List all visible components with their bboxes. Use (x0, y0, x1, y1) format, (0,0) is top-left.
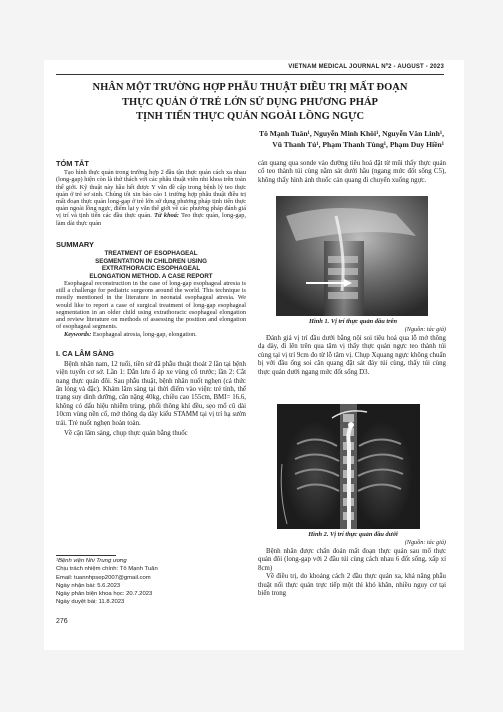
right-bottom-paragraph-2: Về điều trị, do khoảng cách 2 đầu thực quản xa, khả năng phẫu thuật nối thực quản trực tiếp một thì khó khăn, nhiều nguy cơ tại biến trong (258, 573, 446, 598)
author-list (56, 128, 444, 150)
summary-body: Esophageal reconstruction in the case of long-gap esophageal atresia is still a challenge for pediatric surgeons around the world. This technique is mostly mentioned in the literature in neonatal esophageal atresia. We would like to report a case of surgical treatment of long-gap esophageal segmentation in an older child using extrathoracic esophageal elongation and review literature on methods of assessing the position and elongation of esophageal segments. (56, 280, 246, 331)
figure-2-image (277, 404, 420, 529)
title-line-1: NHÂN MỘT TRƯỜNG HỢP PHẪU THUẬT ĐIỀU TRỊ MẤT ĐOẠN (92, 82, 408, 93)
right-column-top (258, 160, 446, 185)
figure-1-xray (276, 196, 428, 316)
footnote-accepted: Ngày duyệt bài: 11.8.2023 (56, 599, 125, 606)
section-1-heading: I. CA LÂM SÀNG (56, 348, 115, 358)
figure-1-image (276, 196, 428, 316)
authors-line-1: Tô Mạnh Tuân¹, Nguyễn Minh Khôi¹, Nguyễn Văn Linh¹, (259, 129, 444, 138)
footnote-received: Ngày nhận bài: 5.6.2023 (56, 582, 121, 589)
right-bottom-paragraph-1: Bệnh nhân được chẩn đoán mất đoạn thực quản sau mổ thực quản đôi (long-gap với 2 đầu túi cùng cách nhau 6 đốt sống, xấp xỉ 8cm) (258, 548, 446, 572)
tomtat-keywords: Teo thực quản, long-gap, làm dài thực quản (56, 212, 246, 227)
footnote-affiliation: ¹Bệnh viện Nhi Trung ương (56, 558, 127, 564)
section-1-paragraph-1: Bệnh nhân nam, 12 tuổi, tiền sử đã phẫu thuật thoát 2 lần tại bệnh viện tuyến cơ sở. Lần 1: Dẫn lưu ổ áp xe vùng cổ trước; lần 2: Cắt nang thực quản đôi. Sau phẫu thuật, bệnh nhân nuốt nghẹn (cả thức ăn lỏng và đặc). Khám lâm sàng tại thời điểm vào viện: trẻ tỉnh, thể trạng suy dinh dưỡng, cân nặng 40kg, chiều cao 155cm, BMI= 16.6, không có dấu hiệu nhiễm trùng, phổi thông khí đều, sẹo mổ cũ dài 10cm vùng nền cổ, mở thông dạ dày kiểu STAMM tại vị trí hạ sườn trái. Trẻ nuốt nghẹn hoàn toàn. (56, 360, 246, 427)
summary-keywords: Keywords: Esophageal atresia, long-gap, elongation. (64, 331, 197, 339)
right-mid-paragraph: Đánh giá vị trí đầu dưới bằng nội soi tiêu hoá qua lỗ mở thông dạ dày, đi lên trên qua tâm vị thấy thực quản ngực teo thành túi cùng tại vị trí 9cm đo từ lỗ tâm vị. Chụp Xquang ngực không chuẩn bị với đầu ống soi căn quang đặt sát đáy túi cùng, thấy túi cùng thực quản dưới ngang mức đốt sống D3. (258, 335, 446, 376)
summary-heading: SUMMARY (56, 239, 94, 249)
journal-header: VIETNAM MEDICAL JOURNAL Nº2 - AUGUST - 2023 (288, 64, 444, 70)
footnote-email: Email: tuannhpsep2007@gmail.com (56, 574, 151, 581)
right-top-paragraph: cản quang qua sonde vào đường tiêu hoá đặt từ mũi thấy thực quản cổ teo thành túi cùng nằm sát dưới hầu (ngang mức đốt sống C5), không thấy hình ảnh thuốc cản quang đi chuyển xuống ngực. (258, 160, 446, 184)
footnote-rule (56, 555, 116, 556)
tomtat-heading: TÓM TẮT (56, 159, 89, 168)
tomtat-keyword-label: Từ khoá: (154, 212, 179, 220)
left-column (56, 160, 246, 439)
figure-2-caption: Hình 2. Vị trí thực quản đầu dưới (308, 531, 398, 538)
title-line-2: THỰC QUẢN Ở TRẺ LỚN SỬ DỤNG PHƯƠNG PHÁP (122, 96, 378, 108)
right-column-mid (258, 335, 446, 377)
footnote-reviewed: Ngày phản biện khoa học: 20.7.2023 (56, 591, 153, 598)
figure-2-source: (Nguồn: tác giả) (404, 539, 446, 546)
tomtat-body: Tạo hình thực quản trong trường hợp 2 đầu tận thực quản cách xa nhau (long-gap) hiện còn là thử thách với các phẫu thuật viên nhi khoa trên toàn thế giới. Kỹ thuật này hầu hết được Y văn đề cập trong bệnh lý teo thực quản ở trẻ sơ sinh. Chúng tôi xin báo cáo 1 trường hợp phẫu thuật điều trị mất đoạn thực quản long-gap ở trẻ lớn sử dụng phương pháp tịnh tiến thực quản ngoài lồng ngực, điểm lại y văn thế giới về các phương pháp đánh giá vị trí và tịnh tiến các đầu thực quản. Từ khoá: Teo thực quản, long-gap, làm dài thực quản (56, 169, 246, 227)
section-1-paragraph-2: Về cận lâm sàng, chụp thực quản bằng thuốc (64, 430, 188, 438)
figure-2-xray (277, 404, 420, 529)
authors-line-2: Vũ Thanh Tú¹, Phạm Thanh Tùng¹, Phạm Duy Hiền¹ (272, 140, 444, 149)
title-line-3: TỊNH TIẾN THỰC QUẢN NGOÀI LỒNG NGỰC (135, 111, 365, 122)
summary-title: TREATMENT OF ESOPHAGEAL SEGMENTATION IN CHILDREN USING EXTRATHORACIC ESOPHAGEAL ELONGATION METHOD. A CASE REPORT (89, 250, 213, 280)
right-column-bottom (258, 548, 446, 598)
footnote-responsible: Chịu trách nhiệm chính: Tô Mạnh Tuân (56, 566, 158, 573)
figure-1-source: (Nguồn: tác giả) (404, 326, 446, 333)
article-title (56, 81, 444, 125)
figure-1-caption: Hình 1. Vị trí thực quản đầu trên (309, 318, 397, 325)
header-rule (56, 74, 444, 75)
footnote (56, 557, 246, 607)
page-number: 276 (56, 618, 68, 625)
